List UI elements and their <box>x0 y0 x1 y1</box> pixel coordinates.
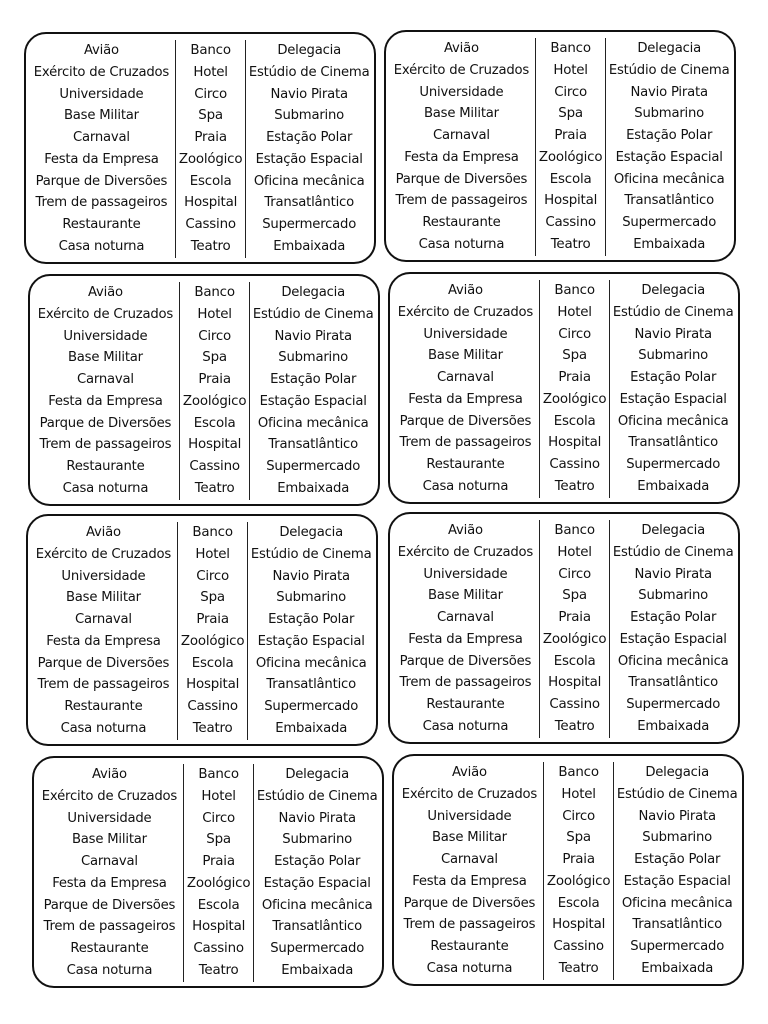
card-column <box>248 40 370 258</box>
location-label: Navio Pirata <box>638 808 716 824</box>
location-label: Casa noturna <box>60 720 147 736</box>
location-label: Exército de Cruzados <box>401 786 538 802</box>
location-label: Escola <box>189 173 232 189</box>
location-label: Embaixada <box>637 478 710 494</box>
location-label: Circo <box>202 810 236 826</box>
location-label: Delegacia <box>279 525 344 540</box>
location-label: Escola <box>553 413 596 429</box>
location-label: Transatlântico <box>266 677 356 693</box>
location-label: Oficina mecânica <box>621 895 733 911</box>
location-label: Universidade <box>59 86 144 102</box>
location-label: Parque de Diversões <box>39 415 172 431</box>
card-column <box>543 762 615 980</box>
location-card <box>384 30 736 262</box>
location-card <box>388 512 740 744</box>
location-label: Cassino <box>187 699 238 715</box>
location-label: Embaixada <box>637 718 710 734</box>
location-label: Casa noturna <box>66 962 153 978</box>
location-label: Hospital <box>548 675 602 691</box>
location-label: Estação Polar <box>270 372 357 388</box>
location-label: Casa noturna <box>422 478 509 494</box>
location-label: Avião <box>451 765 487 780</box>
location-label: Escola <box>553 653 596 669</box>
location-label: Circo <box>554 84 588 100</box>
location-label: Delegacia <box>637 41 702 56</box>
location-label: Base Militar <box>71 832 147 848</box>
location-label: Restaurante <box>66 459 145 475</box>
location-label: Parque de Diversões <box>399 413 532 429</box>
location-label: Escola <box>193 415 236 431</box>
location-label: Estação Espacial <box>257 633 365 649</box>
location-label: Banco <box>550 41 591 56</box>
location-label: Oficina mecânica <box>257 415 369 431</box>
location-label: Circo <box>558 326 592 342</box>
location-label: Supermercado <box>270 941 365 957</box>
location-label: Delegacia <box>645 765 710 780</box>
location-label: Estação Espacial <box>619 391 727 407</box>
location-label: Zoológico <box>182 393 247 409</box>
location-label: Hospital <box>192 919 246 935</box>
location-label: Estação Espacial <box>255 151 363 167</box>
location-label: Trem de passageiros <box>399 675 532 691</box>
location-label: Praia <box>554 128 587 144</box>
location-label: Parque de Diversões <box>43 897 176 913</box>
location-label: Restaurante <box>64 699 143 715</box>
location-label: Restaurante <box>426 697 505 713</box>
location-label: Trem de passageiros <box>37 677 170 693</box>
location-label: Navio Pirata <box>630 84 708 100</box>
location-label: Cassino <box>189 459 240 475</box>
location-label: Transatlântico <box>628 435 718 451</box>
location-label: Embaixada <box>633 236 706 252</box>
location-label: Supermercado <box>266 459 361 475</box>
location-label: Estação Espacial <box>619 631 727 647</box>
location-label: Festa da Empresa <box>46 633 161 649</box>
location-label: Trem de passageiros <box>395 193 528 209</box>
location-label: Restaurante <box>426 457 505 473</box>
location-label: Carnaval <box>432 128 490 144</box>
location-label: Submarino <box>642 830 713 846</box>
location-label: Embaixada <box>277 480 350 496</box>
location-label: Estúdio de Cinema <box>612 544 734 560</box>
card-column <box>608 38 730 256</box>
location-label: Festa da Empresa <box>48 393 163 409</box>
location-label: Restaurante <box>62 217 141 233</box>
location-label: Submarino <box>274 108 345 124</box>
card-column <box>30 40 173 258</box>
location-label: Avião <box>447 283 483 298</box>
location-label: Embaixada <box>641 960 714 976</box>
location-label: Transatlântico <box>268 437 358 453</box>
location-label: Teatro <box>554 478 595 494</box>
location-label: Estúdio de Cinema <box>250 546 372 562</box>
card-column <box>612 280 734 498</box>
card-column <box>256 764 378 982</box>
location-label: Spa <box>206 832 231 848</box>
location-label: Submarino <box>638 588 709 604</box>
location-card <box>24 32 376 264</box>
location-label: Estação Polar <box>274 854 361 870</box>
location-label: Hotel <box>195 546 230 562</box>
location-label: Delegacia <box>277 43 342 58</box>
location-label: Trem de passageiros <box>35 195 168 211</box>
location-label: Carnaval <box>80 854 138 870</box>
location-label: Restaurante <box>70 941 149 957</box>
location-label: Estúdio de Cinema <box>616 786 738 802</box>
location-label: Hotel <box>553 62 588 78</box>
location-label: Estação Espacial <box>259 393 367 409</box>
location-label: Universidade <box>67 810 152 826</box>
card-column <box>535 38 607 256</box>
location-label: Spa <box>562 348 587 364</box>
location-label: Teatro <box>554 718 595 734</box>
location-label: Trem de passageiros <box>39 437 172 453</box>
location-label: Banco <box>554 283 595 298</box>
card-column <box>394 520 537 738</box>
location-label: Transatlântico <box>624 193 714 209</box>
location-label: Supermercado <box>626 457 721 473</box>
location-label: Oficina mecânica <box>255 655 367 671</box>
location-label: Teatro <box>194 480 235 496</box>
location-label: Parque de Diversões <box>399 653 532 669</box>
location-label: Parque de Diversões <box>395 171 528 187</box>
location-label: Cassino <box>185 217 236 233</box>
location-label: Banco <box>194 285 235 300</box>
location-label: Delegacia <box>285 767 350 782</box>
location-label: Hotel <box>557 544 592 560</box>
location-label: Casa noturna <box>62 480 149 496</box>
location-label: Hotel <box>197 306 232 322</box>
location-label: Carnaval <box>76 372 134 388</box>
location-label: Exército de Cruzados <box>41 788 178 804</box>
location-label: Parque de Diversões <box>37 655 170 671</box>
location-label: Banco <box>198 767 239 782</box>
location-label: Praia <box>562 852 595 868</box>
location-label: Teatro <box>190 238 231 254</box>
location-label: Delegacia <box>641 283 706 298</box>
location-label: Oficina mecânica <box>613 171 725 187</box>
location-label: Estação Polar <box>266 130 353 146</box>
location-label: Transatlântico <box>264 195 354 211</box>
location-label: Estação Polar <box>268 612 355 628</box>
location-label: Submarino <box>276 590 347 606</box>
location-label: Supermercado <box>264 699 359 715</box>
location-label: Trem de passageiros <box>399 435 532 451</box>
card-column <box>616 762 738 980</box>
location-label: Base Militar <box>431 830 507 846</box>
location-label: Praia <box>558 610 591 626</box>
location-label: Trem de passageiros <box>43 919 176 935</box>
card-column <box>539 520 611 738</box>
location-label: Exército de Cruzados <box>33 64 170 80</box>
location-label: Zoológico <box>542 631 607 647</box>
location-label: Hospital <box>544 193 598 209</box>
location-label: Hotel <box>561 786 596 802</box>
location-label: Carnaval <box>436 610 494 626</box>
location-label: Parque de Diversões <box>35 173 168 189</box>
location-label: Festa da Empresa <box>52 875 167 891</box>
card-column <box>38 764 181 982</box>
location-label: Casa noturna <box>58 238 145 254</box>
card-column <box>398 762 541 980</box>
location-label: Universidade <box>61 568 146 584</box>
location-label: Zoológico <box>538 149 603 165</box>
location-label: Avião <box>83 43 119 58</box>
location-card <box>28 274 380 506</box>
location-label: Hospital <box>184 195 238 211</box>
location-label: Festa da Empresa <box>44 151 159 167</box>
location-label: Universidade <box>427 808 512 824</box>
location-label: Submarino <box>282 832 353 848</box>
location-label: Spa <box>562 588 587 604</box>
location-label: Supermercado <box>626 697 721 713</box>
location-label: Banco <box>558 765 599 780</box>
location-label: Hotel <box>557 304 592 320</box>
location-label: Universidade <box>419 84 504 100</box>
location-label: Praia <box>202 854 235 870</box>
location-label: Delegacia <box>281 285 346 300</box>
location-label: Spa <box>566 830 591 846</box>
location-label: Embaixada <box>273 238 346 254</box>
location-label: Escola <box>197 897 240 913</box>
location-label: Estúdio de Cinema <box>248 64 370 80</box>
location-label: Hotel <box>193 64 228 80</box>
location-label: Hospital <box>552 917 606 933</box>
location-label: Praia <box>558 370 591 386</box>
location-label: Estação Espacial <box>623 873 731 889</box>
location-label: Circo <box>198 328 232 344</box>
card-column <box>177 522 249 740</box>
location-label: Navio Pirata <box>634 566 712 582</box>
card-column <box>252 282 374 500</box>
location-card <box>388 272 740 504</box>
location-label: Transatlântico <box>272 919 362 935</box>
location-label: Submarino <box>634 106 705 122</box>
card-column <box>250 522 372 740</box>
location-label: Teatro <box>192 720 233 736</box>
location-label: Navio Pirata <box>274 328 352 344</box>
location-label: Parque de Diversões <box>403 895 536 911</box>
location-label: Supermercado <box>630 939 725 955</box>
location-label: Navio Pirata <box>278 810 356 826</box>
location-label: Delegacia <box>641 523 706 538</box>
location-label: Base Militar <box>427 348 503 364</box>
location-label: Universidade <box>423 566 508 582</box>
location-label: Casa noturna <box>418 236 505 252</box>
location-label: Hospital <box>548 435 602 451</box>
location-card <box>392 754 744 986</box>
card-column <box>390 38 533 256</box>
location-label: Teatro <box>198 962 239 978</box>
location-label: Transatlântico <box>632 917 722 933</box>
location-label: Base Militar <box>65 590 141 606</box>
location-label: Universidade <box>63 328 148 344</box>
location-label: Escola <box>549 171 592 187</box>
location-label: Cassino <box>545 215 596 231</box>
card-column <box>183 764 255 982</box>
location-label: Banco <box>192 525 233 540</box>
card-column <box>34 282 177 500</box>
location-label: Embaixada <box>281 962 354 978</box>
location-label: Estúdio de Cinema <box>256 788 378 804</box>
location-label: Casa noturna <box>426 960 513 976</box>
location-label: Estação Espacial <box>263 875 371 891</box>
location-card <box>26 514 378 746</box>
location-label: Supermercado <box>622 215 717 231</box>
location-label: Zoológico <box>178 151 243 167</box>
location-label: Estúdio de Cinema <box>608 62 730 78</box>
location-label: Circo <box>194 86 228 102</box>
location-label: Spa <box>200 590 225 606</box>
location-label: Spa <box>198 108 223 124</box>
location-label: Exército de Cruzados <box>393 62 530 78</box>
location-label: Oficina mecânica <box>253 173 365 189</box>
location-label: Praia <box>194 130 227 146</box>
location-label: Oficina mecânica <box>617 413 729 429</box>
location-label: Banco <box>554 523 595 538</box>
location-label: Carnaval <box>74 612 132 628</box>
location-label: Base Militar <box>423 106 499 122</box>
location-label: Oficina mecânica <box>261 897 373 913</box>
location-label: Oficina mecânica <box>617 653 729 669</box>
location-label: Cassino <box>549 697 600 713</box>
location-label: Restaurante <box>430 939 509 955</box>
location-label: Festa da Empresa <box>412 873 527 889</box>
location-label: Submarino <box>638 348 709 364</box>
location-label: Avião <box>447 523 483 538</box>
location-label: Hotel <box>201 788 236 804</box>
location-label: Estação Polar <box>630 370 717 386</box>
location-label: Praia <box>196 612 229 628</box>
location-label: Hospital <box>188 437 242 453</box>
location-label: Supermercado <box>262 217 357 233</box>
location-label: Estação Polar <box>634 852 721 868</box>
location-label: Navio Pirata <box>634 326 712 342</box>
location-label: Base Militar <box>427 588 503 604</box>
location-label: Zoológico <box>186 875 251 891</box>
location-label: Transatlântico <box>628 675 718 691</box>
location-label: Exército de Cruzados <box>397 304 534 320</box>
location-label: Zoológico <box>546 873 611 889</box>
location-label: Cassino <box>193 941 244 957</box>
location-label: Carnaval <box>440 852 498 868</box>
location-label: Submarino <box>278 350 349 366</box>
location-label: Teatro <box>550 236 591 252</box>
location-label: Embaixada <box>275 720 348 736</box>
location-label: Avião <box>443 41 479 56</box>
location-label: Base Militar <box>63 108 139 124</box>
location-label: Cassino <box>553 939 604 955</box>
location-label: Escola <box>557 895 600 911</box>
location-label: Festa da Empresa <box>408 631 523 647</box>
location-label: Estação Polar <box>630 610 717 626</box>
location-label: Exército de Cruzados <box>35 546 172 562</box>
location-label: Teatro <box>558 960 599 976</box>
location-label: Festa da Empresa <box>408 391 523 407</box>
location-label: Casa noturna <box>422 718 509 734</box>
location-label: Praia <box>198 372 231 388</box>
location-label: Navio Pirata <box>270 86 348 102</box>
location-label: Circo <box>558 566 592 582</box>
location-label: Estúdio de Cinema <box>612 304 734 320</box>
location-label: Circo <box>562 808 596 824</box>
location-label: Avião <box>91 767 127 782</box>
card-column <box>179 282 251 500</box>
location-label: Universidade <box>423 326 508 342</box>
location-label: Avião <box>85 525 121 540</box>
location-label: Restaurante <box>422 215 501 231</box>
location-label: Cassino <box>549 457 600 473</box>
location-label: Zoológico <box>542 391 607 407</box>
location-label: Exército de Cruzados <box>397 544 534 560</box>
location-card <box>32 756 384 988</box>
location-label: Spa <box>558 106 583 122</box>
location-label: Circo <box>196 568 230 584</box>
location-label: Estação Espacial <box>615 149 723 165</box>
location-label: Festa da Empresa <box>404 149 519 165</box>
card-column <box>175 40 247 258</box>
card-column <box>394 280 537 498</box>
location-label: Hospital <box>186 677 240 693</box>
location-label: Trem de passageiros <box>403 917 536 933</box>
card-column <box>32 522 175 740</box>
location-label: Spa <box>202 350 227 366</box>
location-label: Banco <box>190 43 231 58</box>
location-label: Zoológico <box>180 633 245 649</box>
location-label: Avião <box>87 285 123 300</box>
location-label: Estúdio de Cinema <box>252 306 374 322</box>
card-column <box>612 520 734 738</box>
location-label: Carnaval <box>436 370 494 386</box>
location-label: Carnaval <box>72 130 130 146</box>
location-label: Exército de Cruzados <box>37 306 174 322</box>
card-column <box>539 280 611 498</box>
location-label: Escola <box>191 655 234 671</box>
location-label: Estação Polar <box>626 128 713 144</box>
location-label: Base Militar <box>67 350 143 366</box>
location-label: Navio Pirata <box>272 568 350 584</box>
